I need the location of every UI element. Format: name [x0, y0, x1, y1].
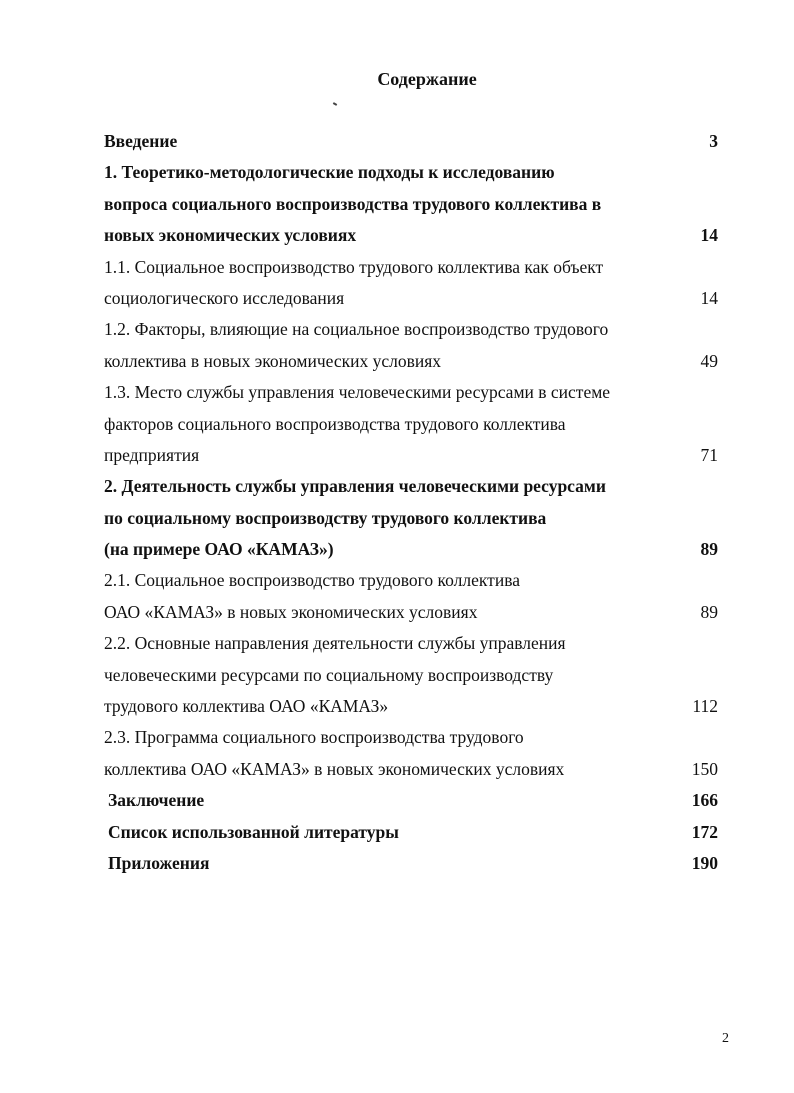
toc-entry-section-2-3 [104, 722, 718, 785]
toc-entry-section-1-1 [104, 252, 718, 315]
toc-page-number: 3 [709, 131, 718, 151]
toc-page-number: 71 [700, 444, 718, 465]
toc-entry-line: по социальному воспроизводству трудового коллектива [104, 507, 547, 528]
toc-entry-line: Введение [104, 131, 178, 151]
toc-entry-line: коллектива в новых экономических условиях [104, 350, 442, 371]
toc-entry-section-1-2 [104, 314, 718, 377]
toc-entry-introduction [104, 126, 718, 157]
toc-entry-line: вопроса социального воспроизводства трудового коллектива в [104, 193, 602, 214]
toc-page-number: 166 [691, 790, 718, 811]
toc-page-number: 172 [691, 821, 718, 842]
toc-page-number: 49 [700, 350, 718, 371]
toc-entry-line: Приложения [108, 852, 210, 873]
toc-page-number: 89 [700, 539, 718, 560]
toc-entry-line: факторов социального воспроизводства трудового коллектива [104, 413, 566, 434]
toc-page-number: 150 [691, 758, 718, 779]
toc-entry-line: Заключение [108, 790, 205, 811]
toc-entry-bibliography [104, 817, 718, 848]
footer-page-number: 2 [722, 1031, 729, 1046]
toc-entry-line: 2.3. Программа социального воспроизводства трудового [104, 727, 524, 748]
toc-entry-line: (на примере ОАО «КАМАЗ») [104, 539, 334, 560]
toc-entry-line: предприятия [104, 444, 200, 465]
toc-entry-line: социологического исследования [104, 287, 345, 308]
toc-entry-appendices [104, 848, 718, 879]
toc-entry-line: трудового коллектива ОАО «КАМАЗ» [104, 696, 389, 717]
toc-page-number: 190 [691, 852, 718, 873]
toc-entry-conclusion [104, 785, 718, 816]
toc-entry-line: ОАО «КАМАЗ» в новых экономических условиях [104, 601, 478, 622]
toc-entry-line: 1.2. Факторы, влияющие на социальное воспроизводство трудового [104, 319, 609, 340]
toc-entry-line: человеческими ресурсами по социальному воспроизводству [104, 664, 554, 685]
toc-entry-section-2-1 [104, 565, 718, 628]
toc-page-number: 14 [700, 287, 718, 308]
toc-entry-line: 1. Теоретико-методологические подходы к исследованию [104, 162, 555, 183]
toc-entry-line: 2.2. Основные направления деятельности службы управления [104, 633, 566, 654]
toc-entry-chapter-1 [104, 157, 718, 251]
toc-entry-line: новых экономических условиях [104, 225, 357, 246]
table-of-contents [104, 126, 718, 879]
toc-entry-line: 2.1. Социальное воспроизводство трудового коллектива [104, 570, 520, 591]
toc-entry-line: 2. Деятельность службы управления человеческими ресурсами [104, 476, 606, 497]
toc-page-number: 89 [700, 601, 718, 622]
toc-entry-line: 1.3. Место службы управления человеческими ресурсами в системе [104, 382, 611, 403]
page-title: Содержание [377, 69, 477, 89]
scan-speck [333, 102, 337, 106]
toc-entry-line: 1.1. Социальное воспроизводство трудового коллектива как объект [104, 256, 604, 277]
toc-entry-chapter-2 [104, 471, 718, 565]
toc-page-number: 112 [692, 696, 718, 717]
toc-entry-line: коллектива ОАО «КАМАЗ» в новых экономических условиях [104, 758, 565, 779]
toc-entry-line: Список использованной литературы [108, 821, 399, 842]
toc-page-number: 14 [700, 225, 718, 246]
toc-entry-section-2-2 [104, 628, 718, 722]
toc-entry-section-1-3 [104, 377, 718, 471]
